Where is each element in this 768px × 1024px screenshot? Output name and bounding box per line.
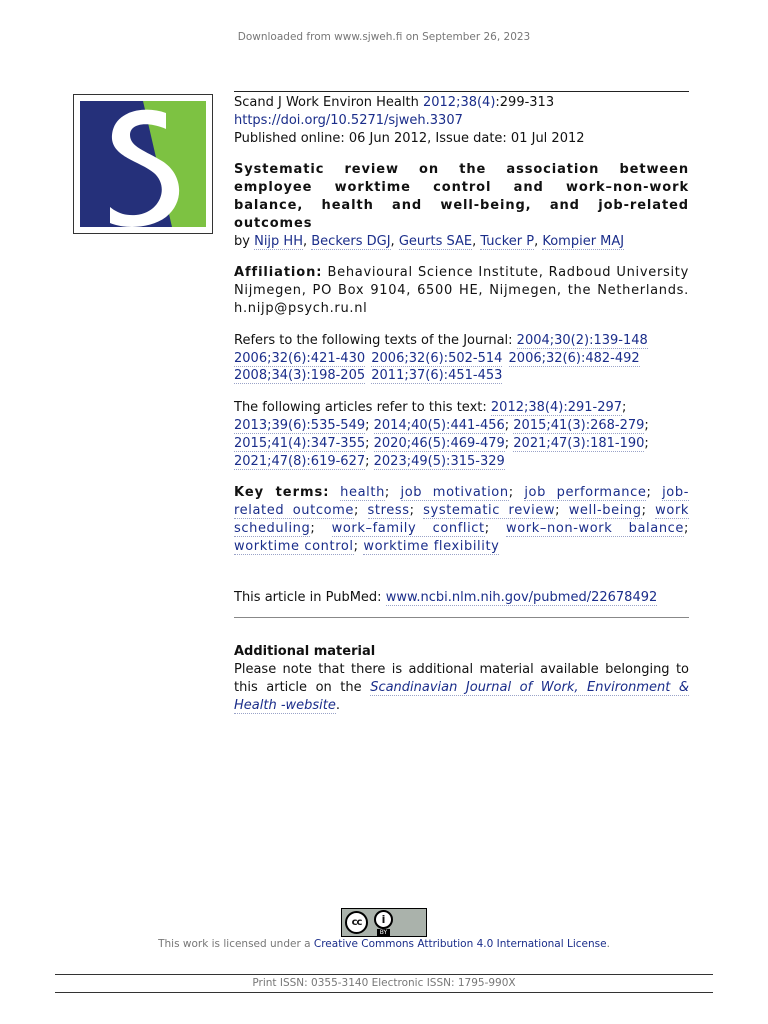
key-term-link[interactable]: well-being <box>568 503 642 519</box>
refers-to-label: Refers to the following texts of the Journal: <box>234 332 513 348</box>
key-term-link[interactable]: health <box>340 485 385 501</box>
key-term-link[interactable]: worktime flexibility <box>363 538 500 554</box>
footer-rule-top <box>55 974 713 975</box>
journal-name: Scand J Work Environ Health <box>234 95 419 110</box>
key-terms: Key terms: health; job motivation; job performance; job-related outcome; stress; systematic review; well-being; work scheduling; work–family conflict; work–non-work balance; worktime control; worktime flexibility <box>234 485 690 554</box>
author-link[interactable]: Nijp HH <box>254 233 303 249</box>
additional-text: Please note that there is additional material available belonging to this article on the <box>234 662 689 695</box>
key-term-link[interactable]: job motivation <box>400 485 509 501</box>
key-term-link[interactable]: job performance <box>524 485 647 501</box>
article-info <box>234 91 689 715</box>
affiliation-email: h.nijp@psych.ru.nl <box>234 300 368 316</box>
reference-link[interactable]: 2006;32(6):421-430 <box>234 350 366 366</box>
by-label: BY <box>377 929 390 936</box>
citing-article-link[interactable]: 2020;46(5):469-479 <box>373 435 505 451</box>
key-terms-label: Key terms: <box>234 485 330 501</box>
referred-by-label: The following articles refer to this text: <box>234 400 487 416</box>
reference-link[interactable]: 2004;30(2):139-148 <box>516 332 648 348</box>
reference-link[interactable]: 2008;34(3):198-205 <box>234 368 366 384</box>
citing-article-link[interactable]: 2021;47(3):181-190 <box>513 435 645 451</box>
affiliation-text: Behavioural Science Institute, Radboud University Nijmegen, PO Box 9104, 6500 HE, Nijmegen, the Netherlands. <box>234 265 689 299</box>
reference-link[interactable]: 2011;37(6):451-453 <box>371 368 503 384</box>
cc-by-license-badge[interactable] <box>341 908 427 937</box>
issue-link[interactable]: 2012;38(4) <box>422 95 496 110</box>
citing-article-link[interactable]: 2021;47(8):619-627 <box>234 453 366 469</box>
citing-article-link[interactable]: 2023;49(5):315-329 <box>373 453 505 469</box>
key-term-link[interactable]: worktime control <box>234 538 354 554</box>
download-note: Downloaded from www.sjweh.fi on September 26, 2023 <box>237 31 531 43</box>
affiliation-label: Affiliation: <box>234 265 323 281</box>
license-link[interactable]: Creative Commons Attribution 4.0 International License <box>313 938 607 950</box>
person-icon: i <box>374 910 393 929</box>
journal-logo-icon <box>73 94 213 234</box>
cc-icon: cc <box>345 911 368 934</box>
citing-article-link[interactable]: 2015;41(4):347-355 <box>234 435 366 451</box>
license-note <box>0 938 768 950</box>
additional-material-heading: Additional material <box>234 644 376 660</box>
key-term-link[interactable]: job-related outcome <box>234 485 689 519</box>
article-title: Systematic review on the association between employee worktime control and work–non-work balance, health and well-being, and job-related outcomes <box>234 162 689 231</box>
by-label: by <box>234 233 250 249</box>
by-icon <box>374 910 393 936</box>
author-link[interactable]: Tucker P <box>480 233 535 249</box>
citing-article-link[interactable]: 2015;41(3):268-279 <box>513 417 645 433</box>
footer-rule-bottom <box>55 992 713 993</box>
author-line: by Nijp HH, Beckers DGJ, Geurts SAE, Tucker P, Kompier MAJ <box>234 233 625 249</box>
pubmed-label: This article in PubMed: <box>234 589 382 605</box>
referred-by: The following articles refer to this text: 2012;38(4):291-297; 2013;39(6):535-549; 2014;40(5):441-456; 2015;41(3):268-279; 2015;41(4):347-355; 2020;46(5):469-479; 2021;47(3):181-190; 2021;47(8):619-627; 2023;49(5):315-329 <box>234 400 649 469</box>
key-term-link[interactable]: systematic review <box>423 503 556 519</box>
issn-line: Print ISSN: 0355-3140 Electronic ISSN: 1795-990X <box>252 977 516 989</box>
author-link[interactable]: Beckers DGJ <box>311 233 391 249</box>
reference-link[interactable]: 2006;32(6):482-492 <box>508 350 640 366</box>
key-term-link[interactable]: work–non-work balance <box>506 520 685 536</box>
key-term-link[interactable]: stress <box>367 503 410 519</box>
key-term-link[interactable]: work–family conflict <box>331 520 485 536</box>
pubmed-link[interactable]: www.ncbi.nlm.nih.gov/pubmed/22678492 <box>385 589 658 605</box>
pubmed-line <box>234 589 689 607</box>
license-period: . <box>606 938 610 950</box>
additional-material-text <box>234 661 689 714</box>
citing-article-link[interactable]: 2013;39(6):535-549 <box>234 417 366 433</box>
license-text: This work is licensed under a <box>158 938 311 950</box>
author-link[interactable]: Geurts SAE <box>398 233 473 249</box>
publication-dates: Published online: 06 Jun 2012, Issue date: 01 Jul 2012 <box>234 130 585 146</box>
citing-article-link[interactable]: 2012;38(4):291-297 <box>490 400 623 416</box>
refers-to <box>234 332 689 385</box>
section-divider <box>234 617 689 618</box>
key-term-link[interactable]: work scheduling <box>234 503 690 536</box>
citation <box>234 92 689 112</box>
author-link[interactable]: Kompier MAJ <box>542 233 625 249</box>
citing-article-link[interactable]: 2014;40(5):441-456 <box>373 417 505 433</box>
additional-period: . <box>335 697 341 713</box>
journal-website-link[interactable]: Scandinavian Journal of Work, Environment & Health -website <box>234 679 690 713</box>
page-range: :299-313 <box>495 95 555 110</box>
reference-link[interactable]: 2006;32(6):502-514 <box>371 350 503 366</box>
doi-link[interactable]: https://doi.org/10.5271/sjweh.3307 <box>234 112 463 128</box>
affiliation <box>234 264 689 317</box>
